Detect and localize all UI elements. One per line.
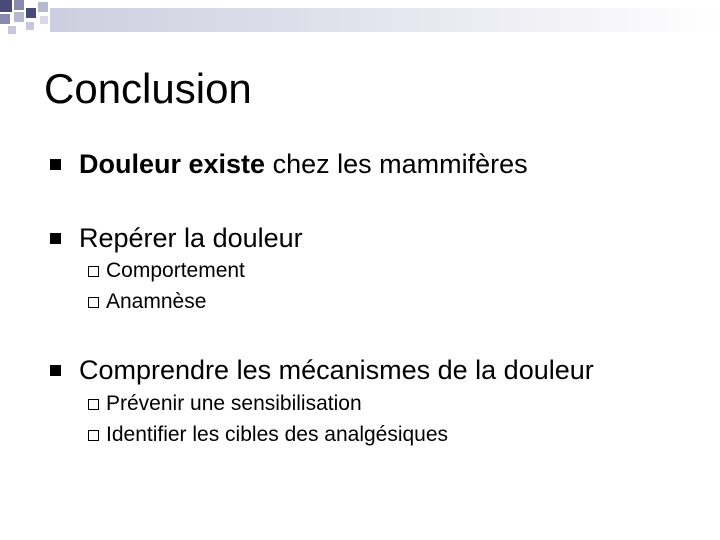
bullet-item — [50, 148, 528, 180]
sub-bullet-text: Prévenir une sensibilisation — [106, 392, 362, 415]
bullet-bold-text: Douleur existe — [79, 149, 266, 179]
bullet-text: Comprendre les mécanismes de la douleur — [79, 355, 594, 385]
bullet-rest-text: chez les mammifères — [265, 149, 528, 179]
sub-bullet-text: Anamnèse — [106, 290, 207, 313]
sub-bullet-item — [88, 391, 362, 417]
decoration-gradient-bar — [50, 8, 720, 32]
hollow-square-icon — [88, 297, 99, 308]
bullet-item — [50, 222, 303, 254]
sub-bullet-item — [88, 422, 448, 448]
bullet-text — [79, 148, 528, 180]
header-decoration — [0, 0, 720, 48]
filled-square-icon — [50, 365, 61, 376]
bullet-item — [50, 354, 594, 386]
hollow-square-icon — [88, 430, 99, 441]
filled-square-icon — [50, 159, 61, 170]
hollow-square-icon — [88, 266, 99, 277]
sub-bullet-item — [88, 289, 206, 315]
sub-bullet-text: Comportement — [106, 259, 245, 282]
sub-bullet-text: Identifier les cibles des analgésiques — [106, 423, 449, 446]
filled-square-icon — [50, 233, 61, 244]
slide-title: Conclusion — [44, 65, 252, 112]
hollow-square-icon — [88, 399, 99, 410]
sub-bullet-item — [88, 258, 245, 284]
bullet-text: Repérer la douleur — [79, 223, 303, 253]
